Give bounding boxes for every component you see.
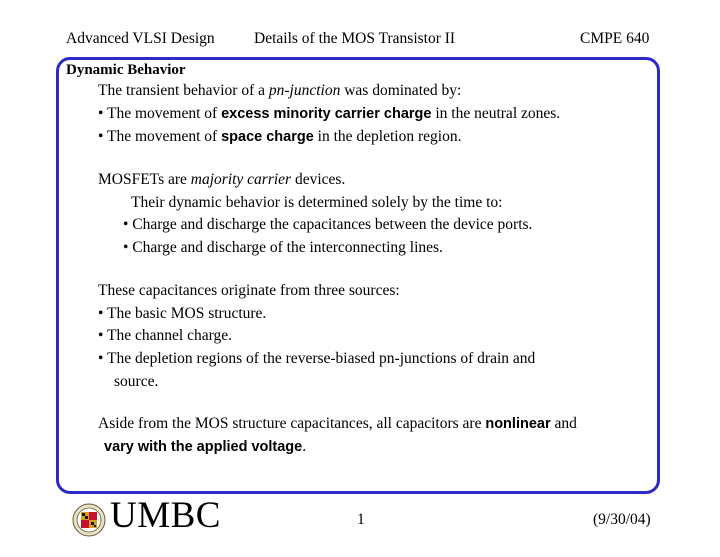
slide-date: (9/30/04) bbox=[593, 511, 651, 528]
line-13: Aside from the MOS structure capacitances, all capacitors are nonlinear and bbox=[98, 415, 577, 432]
header-topic: Details of the MOS Transistor II bbox=[254, 30, 456, 47]
line-5: Their dynamic behavior is determined solely by the time to: bbox=[131, 194, 503, 211]
line-7: • Charge and discharge of the interconnecting lines. bbox=[123, 239, 443, 256]
umbc-seal-icon bbox=[72, 503, 106, 537]
line-12: source. bbox=[114, 373, 159, 390]
line-14: vary with the applied voltage. bbox=[104, 438, 307, 455]
line-9: • The basic MOS structure. bbox=[98, 305, 267, 322]
line-4: MOSFETs are majority carrier devices. bbox=[98, 171, 346, 188]
line-8: These capacitances originate from three sources: bbox=[98, 282, 400, 299]
line-11: • The depletion regions of the reverse-biased pn-junctions of drain and bbox=[98, 350, 536, 367]
section-title: Dynamic Behavior bbox=[66, 62, 186, 78]
umbc-logo-text: UMBC bbox=[110, 495, 221, 536]
header-course-code: CMPE 640 bbox=[580, 30, 650, 47]
header-course: Advanced VLSI Design bbox=[66, 30, 215, 47]
line-1: The transient behavior of a pn-junction was dominated by: bbox=[98, 82, 462, 99]
line-2: • The movement of excess minority carrier charge in the neutral zones. bbox=[98, 105, 561, 122]
line-3: • The movement of space charge in the depletion region. bbox=[98, 128, 462, 145]
page-number: 1 bbox=[357, 511, 365, 528]
line-10: • The channel charge. bbox=[98, 327, 232, 344]
line-6: • Charge and discharge the capacitances between the device ports. bbox=[123, 216, 533, 233]
